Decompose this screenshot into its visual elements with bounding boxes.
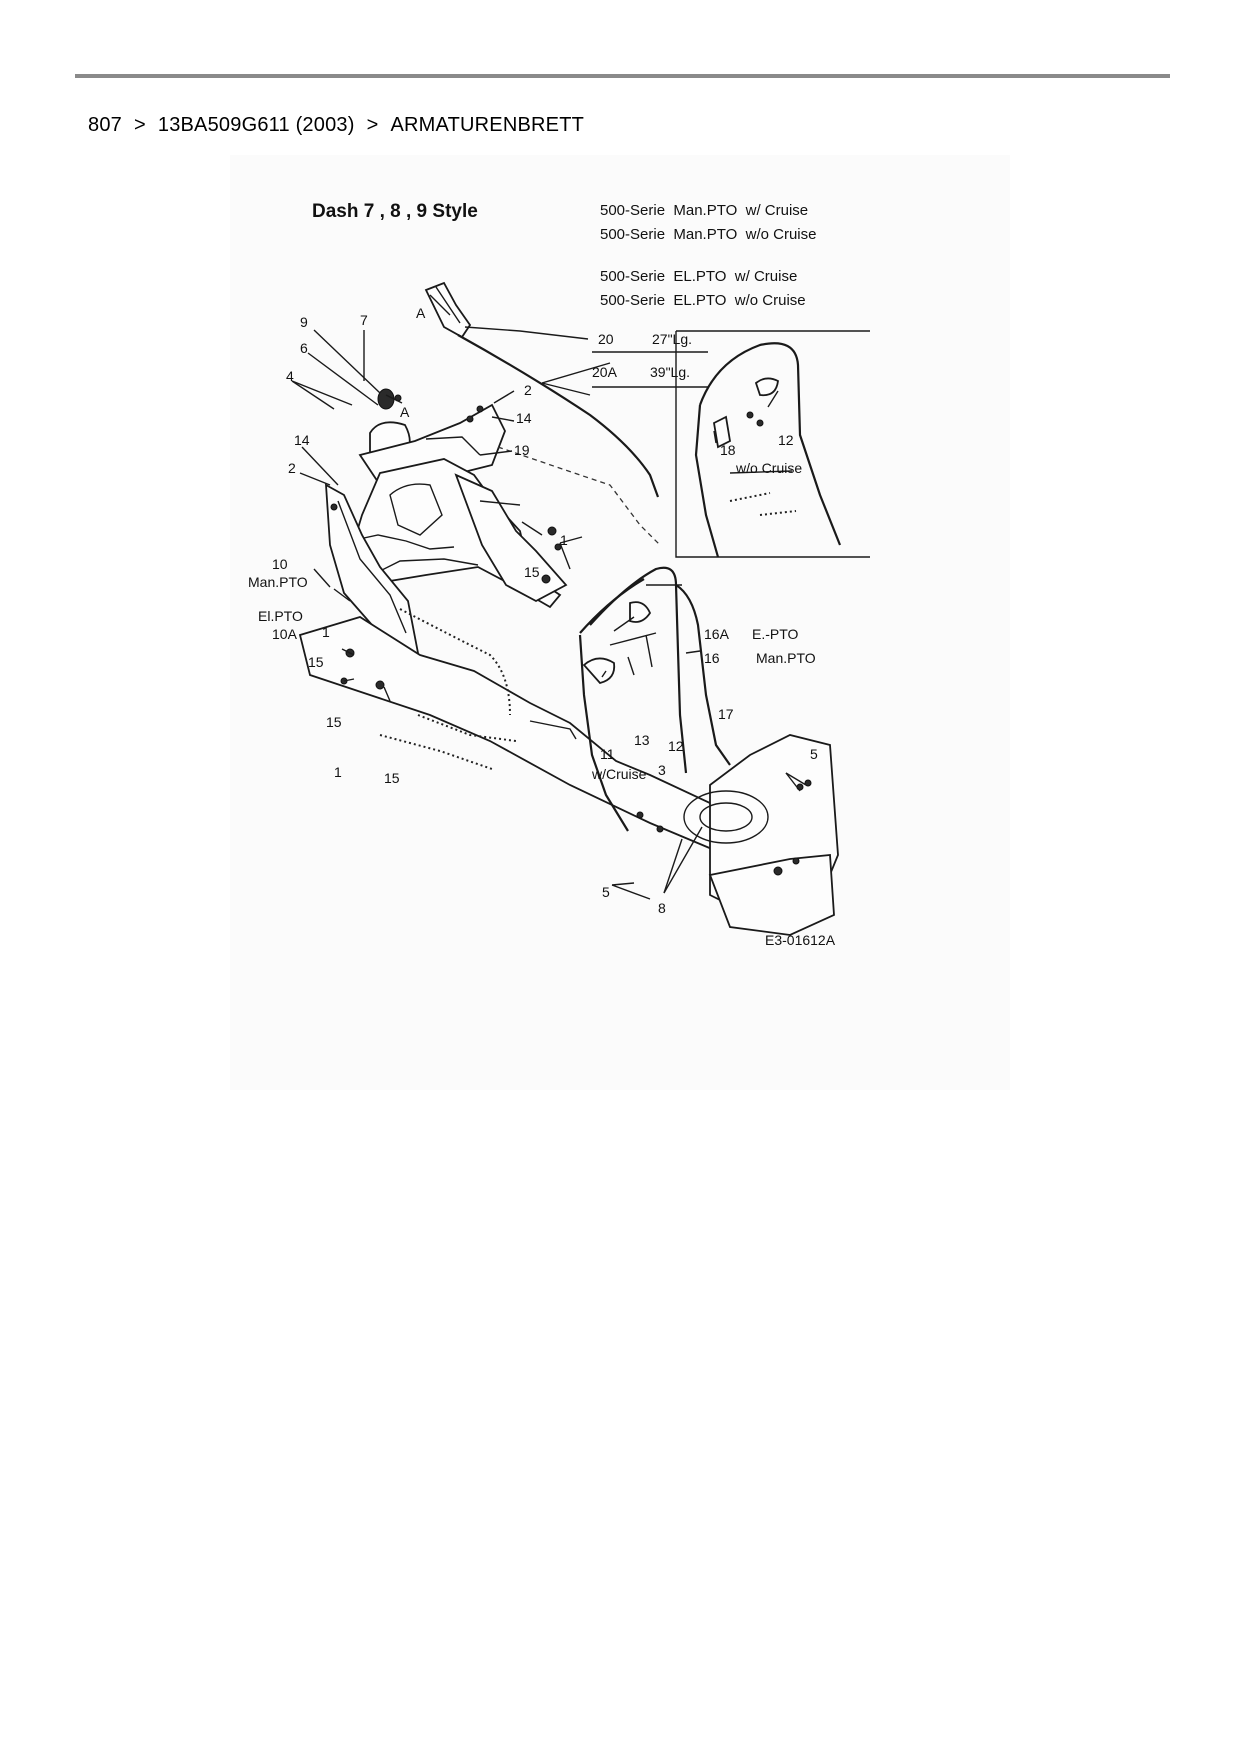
- breadcrumb-separator: >: [133, 114, 146, 136]
- reference-letter-a: A: [400, 404, 410, 420]
- callout-15: 15: [308, 654, 324, 670]
- breadcrumb-part[interactable]: 13BA509G611 (2003): [157, 114, 355, 136]
- callout-2: 2: [524, 382, 532, 398]
- callout-1: 1: [334, 764, 342, 780]
- breadcrumb-separator: >: [366, 114, 379, 136]
- breadcrumb-section: ARMATURENBRETT: [390, 114, 585, 136]
- callout-8: 8: [658, 900, 666, 916]
- callout-4: 4: [286, 368, 294, 384]
- callout-15: 15: [524, 564, 540, 580]
- diagram-title: Dash 7 , 8 , 9 Style: [312, 201, 478, 222]
- callout-12: 12: [668, 738, 684, 754]
- cable-part-20: 20: [598, 331, 614, 347]
- cable-part-20a: 20A: [592, 364, 617, 380]
- callout-3: 3: [658, 762, 666, 778]
- main-variant-label: w/Cruise: [592, 766, 647, 782]
- figure-code: E3-01612A: [765, 932, 836, 948]
- exploded-parts-diagram: [230, 155, 1010, 1090]
- callout-16a-note: E.-PTO: [752, 626, 799, 642]
- callout-17: 17: [718, 706, 734, 722]
- callout-16-note: Man.PTO: [756, 650, 816, 666]
- variant-line: 500-Serie EL.PTO w/ Cruise: [600, 268, 798, 285]
- callout-9: 9: [300, 314, 308, 330]
- callout-2: 2: [288, 460, 296, 476]
- callout-14: 14: [516, 410, 532, 426]
- callout-18: 18: [720, 442, 736, 458]
- variant-line: 500-Serie Man.PTO w/o Cruise: [600, 226, 817, 243]
- inset-label: w/o Cruise: [736, 460, 803, 476]
- callout-10-note: Man.PTO: [248, 574, 308, 590]
- callout-10a: 10A: [272, 626, 297, 642]
- callout-6: 6: [300, 340, 308, 356]
- callout-19: 19: [514, 442, 530, 458]
- callout-13: 13: [634, 732, 650, 748]
- variant-line: 500-Serie EL.PTO w/o Cruise: [600, 292, 806, 309]
- cable-length-20: 27"Lg.: [652, 331, 693, 347]
- callout-15: 15: [384, 770, 400, 786]
- breadcrumb: [88, 114, 584, 137]
- variant-line: 500-Serie Man.PTO w/ Cruise: [600, 202, 809, 219]
- header-rule: [75, 74, 1170, 78]
- callout-7: 7: [360, 312, 368, 328]
- callout-10: 10: [272, 556, 288, 572]
- cable-length-20a: 39"Lg.: [650, 364, 691, 380]
- callout-10a-note: El.PTO: [258, 608, 303, 624]
- callout-14: 14: [294, 432, 310, 448]
- callout-16a: 16A: [704, 626, 729, 642]
- callout-11: 11: [600, 746, 615, 762]
- callout-1: 1: [322, 624, 330, 640]
- reference-line: [498, 447, 660, 545]
- inset-detail-box: [676, 331, 870, 557]
- callout-15: 15: [326, 714, 342, 730]
- reference-letter-a: A: [416, 305, 426, 321]
- callout-12: 12: [778, 432, 794, 448]
- breadcrumb-model[interactable]: 807: [88, 114, 122, 136]
- callout-16: 16: [704, 650, 720, 666]
- callout-5: 5: [602, 884, 610, 900]
- callout-1: 1: [560, 532, 568, 548]
- callout-5: 5: [810, 746, 818, 762]
